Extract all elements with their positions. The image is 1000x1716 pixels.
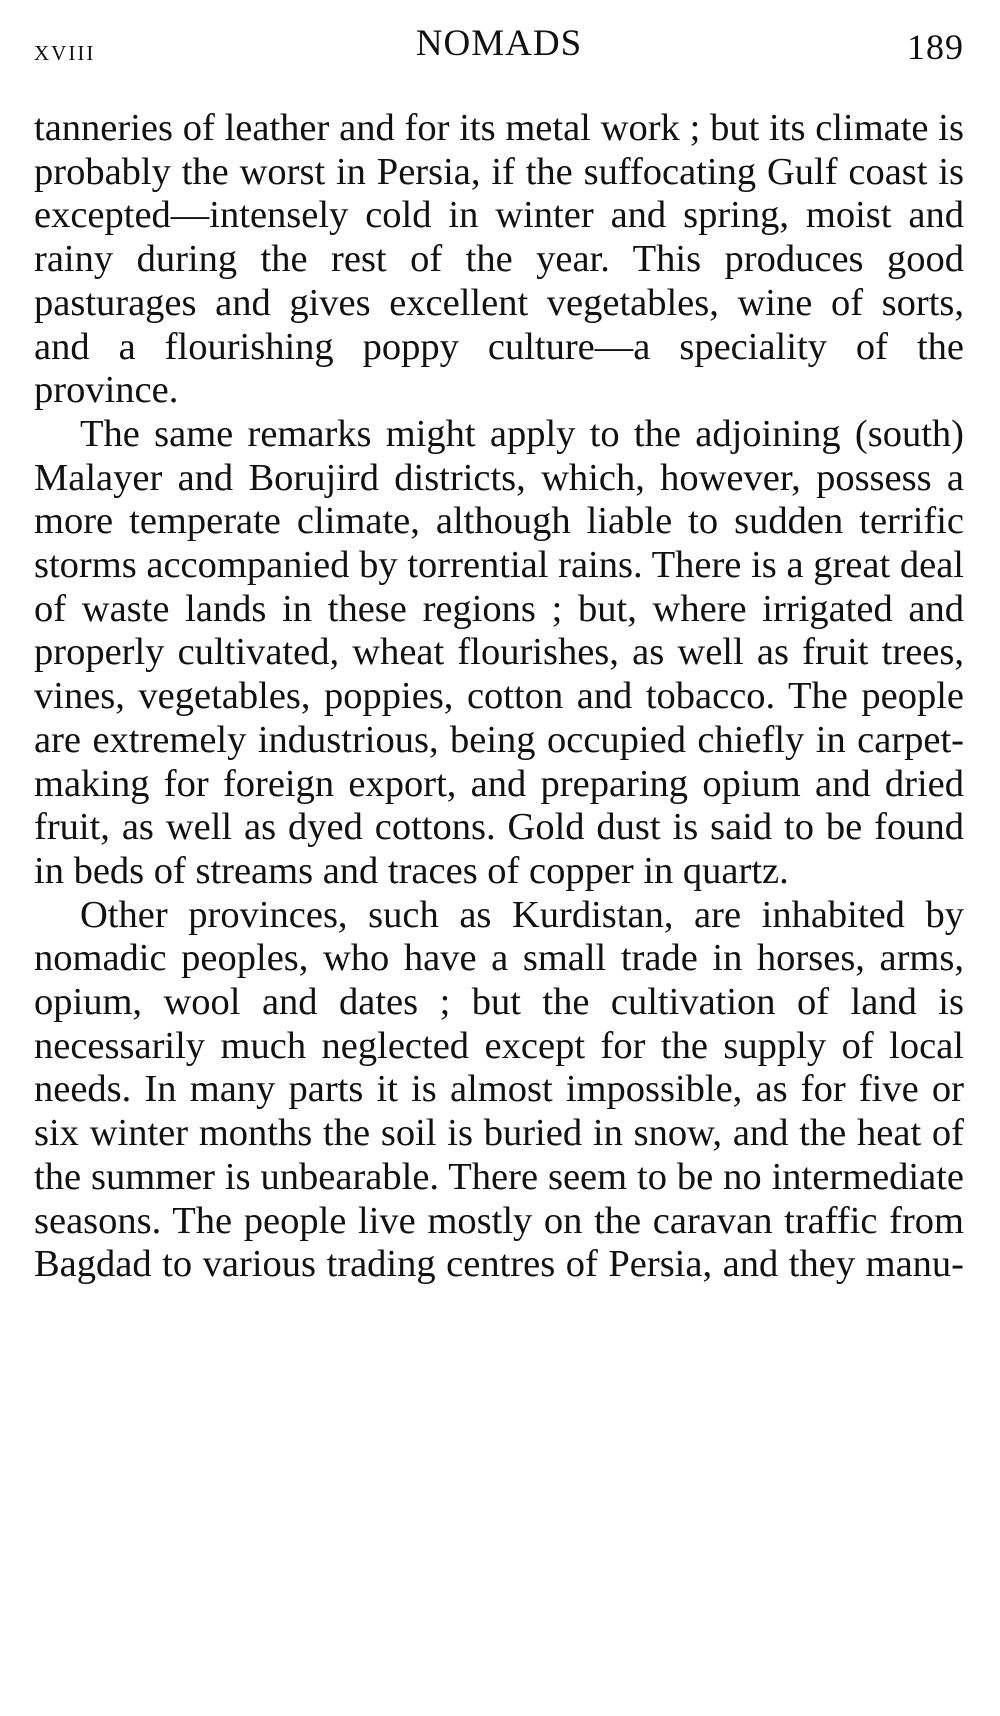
body-text bbox=[34, 107, 964, 1287]
paragraph-1: tanneries of leather and for its metal work ; but its climate is probably the worst in Persia, if the suffocating Gulf coast is excepted—intensely cold in winter and spring, moist and rainy during the rest of the year. This produces good pasturages and gives excellent vegetables, wine of sorts, and a flourishing poppy culture—a speciality of the province. bbox=[34, 107, 964, 412]
paragraph-3: Other provinces, such as Kurdistan, are inhabited by nomadic peoples, who have a small trade in horses, arms, opium, wool and dates ; but the cultivation of land is necessarily much neglected except for the supply of local needs. In many parts it is almost impossible, as for five or six winter months the soil is buried in snow, and the heat of the summer is unbearable. There seem to be no intermediate seasons. The people live mostly on the caravan traffic from Bagdad to various trading centres of Persia, and they manu- bbox=[34, 893, 964, 1286]
page-number: 189 bbox=[907, 27, 964, 67]
running-head bbox=[34, 22, 964, 72]
running-title: NOMADS bbox=[415, 23, 583, 64]
chapter-number: xviii bbox=[34, 34, 96, 67]
paragraph-2: The same remarks might apply to the adjoining (south) Malayer and Borujird districts, which, however, possess a more temperate climate, although liable to sudden terrific storms accompanied by torrential rains. There is a great deal of waste lands in these regions ; but, where irrigated and properly cultivated, wheat flourishes, as well as fruit trees, vines, vegetables, poppies, cotton and tobacco. The people are extremely industrious, being occupied chiefly in carpet-making for foreign export, and preparing opium and dried fruit, as well as dyed cottons. Gold dust is said to be found in beds of streams and traces of copper in quartz. bbox=[34, 412, 964, 892]
